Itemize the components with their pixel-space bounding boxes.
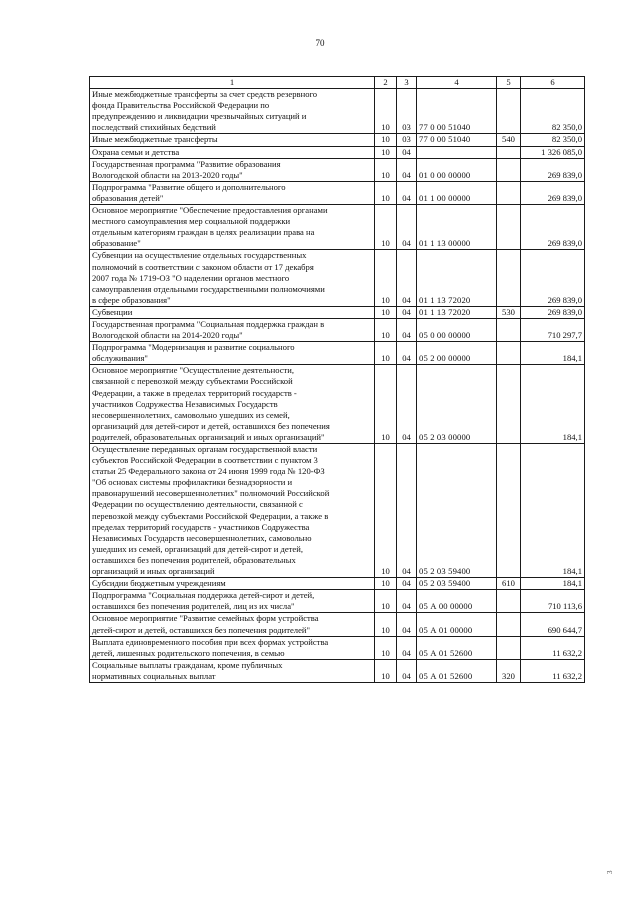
- description-line: Государственная программа "Развитие образования: [92, 158, 281, 169]
- description-line: предупреждению и ликвидации чрезвычайных ситуаций и: [92, 111, 307, 122]
- row-description: [90, 158, 375, 181]
- row-expense-type: [497, 318, 521, 341]
- row-amount: 184,1: [521, 578, 585, 590]
- description-line: пределах территорий государств - участников Содружества: [92, 521, 310, 532]
- description-line: Основное мероприятие "Осуществление деятельности,: [92, 365, 295, 376]
- description-line: оставшихся без попечения родителей, лиц из их числа": [92, 601, 295, 612]
- table-row: [90, 659, 585, 682]
- row-target-article: 05 А 00 00000: [417, 590, 497, 613]
- row-target-article: 77 0 00 51040: [417, 89, 497, 134]
- table-row: [90, 444, 585, 578]
- row-description: [90, 134, 375, 146]
- row-target-article: 05 А 01 52600: [417, 636, 497, 659]
- row-subsection: 04: [397, 636, 417, 659]
- row-section: 10: [375, 444, 397, 578]
- side-mark: 3: [606, 870, 614, 874]
- row-subsection: 04: [397, 659, 417, 682]
- row-subsection: 04: [397, 342, 417, 365]
- row-amount: 82 350,0: [521, 89, 585, 134]
- row-description: [90, 205, 375, 250]
- row-section: 10: [375, 306, 397, 318]
- row-expense-type: [497, 365, 521, 444]
- description-line: Выплата единовременного пособия при всех формах устройства: [92, 636, 329, 647]
- row-amount: 82 350,0: [521, 134, 585, 146]
- row-subsection: 03: [397, 134, 417, 146]
- row-target-article: 01 1 13 00000: [417, 205, 497, 250]
- description-line: Субсидии бюджетным учреждениям: [92, 578, 226, 589]
- row-section: 10: [375, 365, 397, 444]
- row-section: 10: [375, 158, 397, 181]
- description-line: самоуправления отдельными государственными полномочиями: [92, 283, 325, 294]
- row-section: 10: [375, 250, 397, 306]
- row-amount: 269 839,0: [521, 250, 585, 306]
- description-line: Иные межбюджетные трансферты за счет средств резервного: [92, 89, 318, 100]
- description-line: "Об основах системы профилактики безнадзорности и: [92, 477, 293, 488]
- row-description: [90, 365, 375, 444]
- row-subsection: 04: [397, 590, 417, 613]
- table-row: [90, 181, 585, 204]
- description-line: организаций и иных организаций: [92, 566, 215, 577]
- row-section: 10: [375, 636, 397, 659]
- row-subsection: 04: [397, 205, 417, 250]
- row-description: [90, 318, 375, 341]
- row-subsection: 04: [397, 306, 417, 318]
- description-line: оставшихся без попечения родителей, образовательных: [92, 554, 296, 565]
- row-expense-type: [497, 613, 521, 636]
- col-header-subsection: 3: [397, 77, 417, 89]
- description-line: несовершеннолетних, самовольно ушедших из семей,: [92, 409, 290, 420]
- description-line: Субвенции на осуществление отдельных государственных: [92, 250, 307, 261]
- row-description: [90, 613, 375, 636]
- table-row: [90, 342, 585, 365]
- row-section: 10: [375, 659, 397, 682]
- row-expense-type: [497, 146, 521, 158]
- row-target-article: 05 2 00 00000: [417, 342, 497, 365]
- row-expense-type: [497, 181, 521, 204]
- row-target-article: 05 А 01 52600: [417, 659, 497, 682]
- description-line: фонда Правительства Российской Федерации по: [92, 100, 270, 111]
- row-expense-type: 530: [497, 306, 521, 318]
- description-line: Социальные выплаты гражданам, кроме публичных: [92, 659, 283, 670]
- row-description: [90, 444, 375, 578]
- description-line: 2007 года № 1719-ОЗ "О наделении органов местного: [92, 272, 290, 283]
- description-line: Подпрограмма "Социальная поддержка детей-сирот и детей,: [92, 590, 315, 601]
- row-subsection: 04: [397, 250, 417, 306]
- row-description: [90, 89, 375, 134]
- row-expense-type: [497, 636, 521, 659]
- row-description: [90, 306, 375, 318]
- row-section: 10: [375, 578, 397, 590]
- row-target-article: 05 2 03 59400: [417, 578, 497, 590]
- row-subsection: 04: [397, 181, 417, 204]
- row-target-article: 01 1 00 00000: [417, 181, 497, 204]
- description-line: организаций для детей-сирот и детей, оставшихся без попечения: [92, 420, 330, 431]
- description-line: Осуществление переданных органам государственной власти: [92, 444, 318, 454]
- table-row: [90, 89, 585, 134]
- description-line: перевозкой между субъектами Российской Федерации, а также в: [92, 510, 329, 521]
- budget-table: [89, 76, 585, 683]
- row-description: [90, 250, 375, 306]
- row-description: [90, 659, 375, 682]
- table-row: [90, 146, 585, 158]
- row-expense-type: [497, 444, 521, 578]
- row-section: 10: [375, 613, 397, 636]
- row-expense-type: [497, 250, 521, 306]
- description-line: Иные межбюджетные трансферты: [92, 134, 218, 145]
- description-line: последствий стихийных бедствий: [92, 122, 216, 133]
- description-line: полномочий в соответствии с законом области от 17 декабря: [92, 261, 314, 272]
- row-amount: 269 839,0: [521, 205, 585, 250]
- row-amount: 269 839,0: [521, 158, 585, 181]
- row-amount: 184,1: [521, 342, 585, 365]
- row-amount: 184,1: [521, 444, 585, 578]
- row-description: [90, 342, 375, 365]
- row-target-article: 05 А 01 00000: [417, 613, 497, 636]
- row-subsection: 04: [397, 578, 417, 590]
- row-amount: 710 297,7: [521, 318, 585, 341]
- description-line: ушедших из семей, организаций для детей-сирот и детей,: [92, 543, 303, 554]
- table-row: [90, 613, 585, 636]
- row-expense-type: [497, 205, 521, 250]
- row-amount: 269 839,0: [521, 181, 585, 204]
- description-line: Субвенции: [92, 306, 133, 317]
- row-amount: 690 644,7: [521, 613, 585, 636]
- row-target-article: 01 1 13 72020: [417, 250, 497, 306]
- description-line: Независимых Государств несовершеннолетних, самовольно: [92, 532, 312, 543]
- row-description: [90, 146, 375, 158]
- row-expense-type: 610: [497, 578, 521, 590]
- description-line: образование": [92, 238, 141, 249]
- description-line: местного самоуправления мер социальной поддержки: [92, 216, 291, 227]
- col-header-amount: 6: [521, 77, 585, 89]
- row-subsection: 04: [397, 444, 417, 578]
- description-line: статьи 25 Федерального закона от 24 июня 1999 года № 120-ФЗ: [92, 466, 325, 477]
- row-target-article: 05 2 03 00000: [417, 365, 497, 444]
- row-description: [90, 181, 375, 204]
- row-description: [90, 636, 375, 659]
- table-row: [90, 578, 585, 590]
- row-description: [90, 590, 375, 613]
- table-row: [90, 134, 585, 146]
- row-target-article: 05 0 00 00000: [417, 318, 497, 341]
- row-section: 10: [375, 89, 397, 134]
- description-line: участников Содружества Независимых Государств: [92, 398, 278, 409]
- description-line: Федерации по осуществлению деятельности, связанной с: [92, 499, 303, 510]
- row-section: 10: [375, 134, 397, 146]
- col-header-description: 1: [90, 77, 375, 89]
- row-description: [90, 578, 375, 590]
- row-section: 10: [375, 181, 397, 204]
- table-row: [90, 250, 585, 306]
- description-line: правонарушений несовершеннолетних" полномочий Российской: [92, 488, 330, 499]
- header-row: [90, 77, 585, 89]
- description-line: в сфере образования": [92, 294, 171, 305]
- description-line: Подпрограмма "Модернизация и развитие социального: [92, 342, 295, 353]
- row-amount: 710 113,6: [521, 590, 585, 613]
- table-row: [90, 205, 585, 250]
- description-line: Государственная программа "Социальная поддержка граждан в: [92, 318, 325, 329]
- description-line: Охрана семьи и детства: [92, 146, 180, 157]
- row-subsection: 03: [397, 89, 417, 134]
- row-amount: 11 632,2: [521, 659, 585, 682]
- row-subsection: 04: [397, 365, 417, 444]
- row-amount: 184,1: [521, 365, 585, 444]
- table-body: [90, 89, 585, 683]
- row-section: 10: [375, 342, 397, 365]
- row-expense-type: [497, 89, 521, 134]
- row-subsection: 04: [397, 146, 417, 158]
- description-line: Федерации, а также в пределах территорий государств -: [92, 387, 297, 398]
- col-header-target-article: 4: [417, 77, 497, 89]
- row-amount: 269 839,0: [521, 306, 585, 318]
- table-row: [90, 636, 585, 659]
- row-target-article: 01 0 00 00000: [417, 158, 497, 181]
- table-row: [90, 318, 585, 341]
- row-expense-type: 320: [497, 659, 521, 682]
- description-line: нормативных социальных выплат: [92, 670, 216, 681]
- col-header-expense-type: 5: [497, 77, 521, 89]
- row-amount: 1 326 085,0: [521, 146, 585, 158]
- row-section: 10: [375, 205, 397, 250]
- col-header-section: 2: [375, 77, 397, 89]
- row-expense-type: [497, 590, 521, 613]
- description-line: Вологодской области на 2014-2020 годы": [92, 330, 243, 341]
- table-row: [90, 590, 585, 613]
- description-line: Основное мероприятие "Обеспечение предоставления органами: [92, 205, 328, 216]
- description-line: образования детей": [92, 192, 164, 203]
- description-line: связанной с перевозкой между субъектами Российской: [92, 376, 293, 387]
- row-expense-type: [497, 342, 521, 365]
- row-target-article: [417, 146, 497, 158]
- table-row: [90, 158, 585, 181]
- description-line: родителей, образовательных организаций и иных организаций": [92, 431, 325, 442]
- row-amount: 11 632,2: [521, 636, 585, 659]
- description-line: детей, лишенных родительского попечения, в семью: [92, 647, 285, 658]
- row-target-article: 77 0 00 51040: [417, 134, 497, 146]
- description-line: детей-сирот и детей, оставшихся без попечения родителей": [92, 624, 311, 635]
- row-section: 10: [375, 590, 397, 613]
- description-line: субъектов Российской Федерации в соответствии с пунктом 3: [92, 455, 318, 466]
- table-row: [90, 365, 585, 444]
- row-subsection: 04: [397, 158, 417, 181]
- description-line: обслуживания": [92, 353, 148, 364]
- description-line: отдельным категориям граждан в целях реализации права на: [92, 227, 315, 238]
- row-section: 10: [375, 318, 397, 341]
- description-line: Подпрограмма "Развитие общего и дополнительного: [92, 181, 286, 192]
- description-line: Вологодской области на 2013-2020 годы": [92, 169, 243, 180]
- row-target-article: 05 2 03 59400: [417, 444, 497, 578]
- row-expense-type: 540: [497, 134, 521, 146]
- description-line: Основное мероприятие "Развитие семейных форм устройства: [92, 613, 319, 624]
- row-target-article: 01 1 13 72020: [417, 306, 497, 318]
- row-subsection: 04: [397, 318, 417, 341]
- page-number: 70: [315, 38, 325, 48]
- row-expense-type: [497, 158, 521, 181]
- row-section: 10: [375, 146, 397, 158]
- table-row: [90, 306, 585, 318]
- row-subsection: 04: [397, 613, 417, 636]
